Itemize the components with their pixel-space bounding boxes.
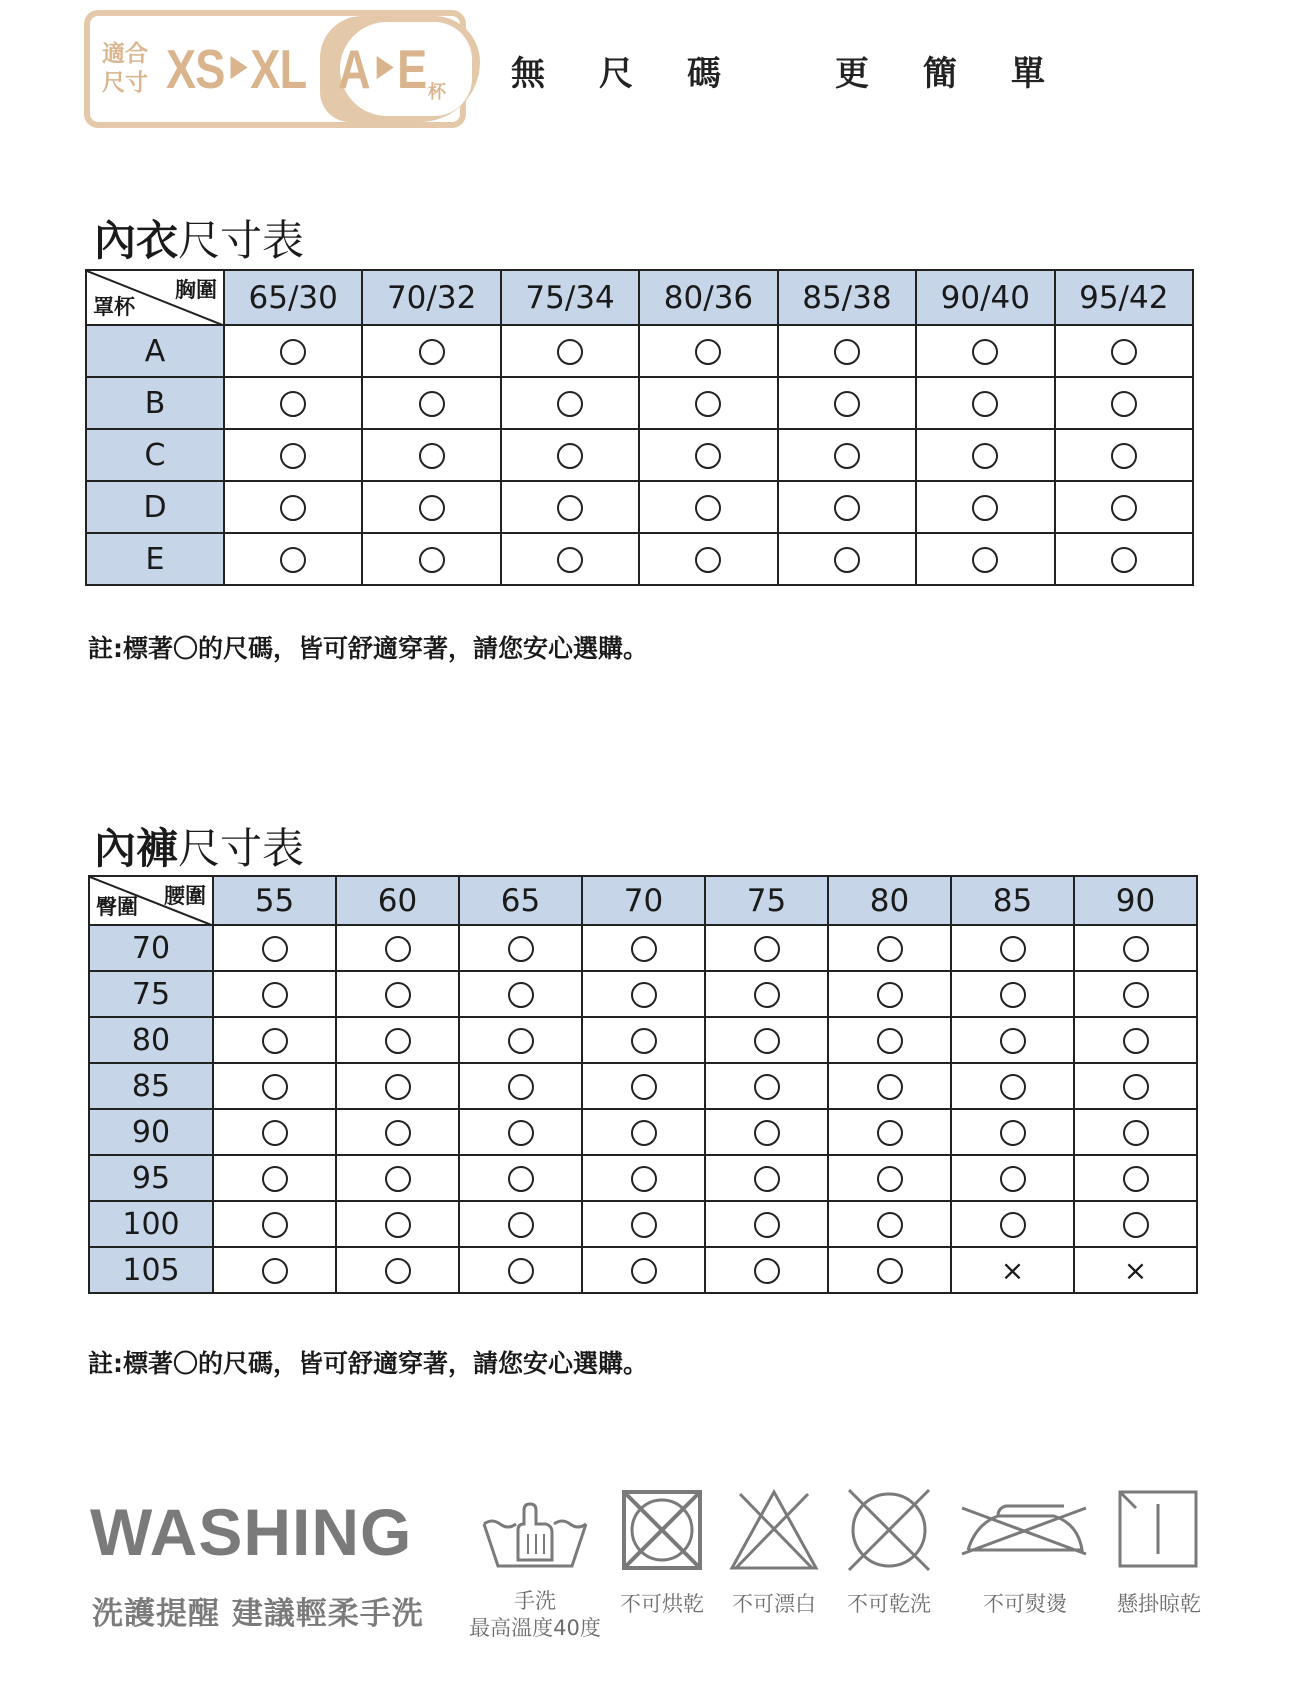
- fit-circle-icon: [1000, 1120, 1026, 1146]
- fit-circle-icon: [631, 1258, 657, 1284]
- fit-mark-cell: [459, 971, 582, 1017]
- fit-mark-cell: [705, 1017, 828, 1063]
- fit-circle-icon: [1123, 1074, 1149, 1100]
- fit-mark-cell: [828, 1017, 951, 1063]
- fit-mark-cell: [582, 1017, 705, 1063]
- badge-fit-line2: 尺寸: [102, 70, 148, 96]
- fit-mark-cell: [1055, 533, 1193, 585]
- fit-mark-cell: [501, 533, 639, 585]
- fit-circle-icon: [1000, 982, 1026, 1008]
- fit-mark-cell: [1055, 481, 1193, 533]
- fit-circle-icon: [262, 1212, 288, 1238]
- fit-mark-cell: [501, 481, 639, 533]
- panty-col-header: 75: [705, 876, 828, 925]
- fit-mark-cell: [336, 925, 459, 971]
- fit-mark-cell: [362, 481, 500, 533]
- slogan-char: 碼: [687, 54, 721, 94]
- no-bleach-icon: [726, 1486, 822, 1572]
- fit-mark-cell: [501, 325, 639, 377]
- fit-circle-icon: [419, 391, 445, 417]
- fit-circle-icon: [262, 982, 288, 1008]
- fit-circle-icon: [1123, 1120, 1149, 1146]
- fit-circle-icon: [834, 495, 860, 521]
- fit-circle-icon: [262, 1120, 288, 1146]
- fit-circle-icon: [1111, 547, 1137, 573]
- panty-col-header: 80: [828, 876, 951, 925]
- fit-mark-cell: [459, 1109, 582, 1155]
- fit-mark-cell: [582, 1109, 705, 1155]
- bra_table-row: [86, 377, 1193, 429]
- fit-circle-icon: [385, 1028, 411, 1054]
- fit-mark-cell: [459, 1247, 582, 1293]
- fit-circle-icon: [972, 547, 998, 573]
- fit-mark-cell: [1074, 1201, 1197, 1247]
- fit-circle-icon: [834, 547, 860, 573]
- fit-mark-cell: [1074, 1109, 1197, 1155]
- fit-circle-icon: [631, 1212, 657, 1238]
- fit-mark-cell: [336, 1247, 459, 1293]
- fit-circle-icon: [754, 1028, 780, 1054]
- line-dry-label: 懸掛晾乾: [1117, 1592, 1201, 1616]
- fit-mark-cell: [705, 1063, 828, 1109]
- badge-fit-line1: 適合: [102, 41, 148, 67]
- fit-mark-cell: [213, 971, 336, 1017]
- panty_table-row-header: 75: [89, 971, 213, 1017]
- fit-mark-cell: [213, 1017, 336, 1063]
- fit-circle-icon: [557, 339, 583, 365]
- fit-circle-icon: [877, 1028, 903, 1054]
- fit-mark-cell: [582, 1155, 705, 1201]
- bra_table-row-header: E: [86, 533, 224, 585]
- fit-mark-cell: [213, 1155, 336, 1201]
- panty-table-corner: [89, 876, 213, 925]
- no-dry-clean-icon: [843, 1486, 935, 1574]
- bra-col-header: 90/40: [916, 270, 1054, 325]
- no-fit-cross-mark: ×: [1123, 1253, 1148, 1287]
- fit-circle-icon: [419, 443, 445, 469]
- fit-mark-cell: [951, 925, 1074, 971]
- fit-mark-cell: [213, 1063, 336, 1109]
- fit-circle-icon: [754, 1212, 780, 1238]
- fit-mark-cell: [639, 325, 777, 377]
- badge-size-range: XS‣XL: [166, 38, 307, 100]
- panty-title-bold: 內褲: [94, 824, 179, 873]
- fit-circle-icon: [834, 443, 860, 469]
- slogan-left: [484, 46, 748, 95]
- fit-circle-icon: [754, 936, 780, 962]
- no-tumble-dry-icon: [620, 1488, 704, 1572]
- fit-circle-icon: [1000, 1074, 1026, 1100]
- fit-circle-icon: [1123, 936, 1149, 962]
- fit-mark-cell: [1074, 1063, 1197, 1109]
- no-tumble-dry-label: 不可烘乾: [620, 1592, 704, 1616]
- fit-circle-icon: [695, 339, 721, 365]
- fit-circle-icon: [385, 936, 411, 962]
- panty_table-row: [89, 1247, 1197, 1293]
- fit-circle-icon: [695, 495, 721, 521]
- fit-mark-cell: [705, 971, 828, 1017]
- badge-fit-label: [102, 40, 148, 98]
- bra-col-header: 95/42: [1055, 270, 1193, 325]
- panty_table-row-header: 80: [89, 1017, 213, 1063]
- fit-mark-cell: [582, 1201, 705, 1247]
- fit-mark-cell: [501, 429, 639, 481]
- fit-mark-cell: [336, 1155, 459, 1201]
- fit-mark-cell: [951, 1201, 1074, 1247]
- fit-mark-cell: [705, 1109, 828, 1155]
- panty-col-header: 65: [459, 876, 582, 925]
- fit-mark-cell: [916, 325, 1054, 377]
- fit-circle-icon: [631, 982, 657, 1008]
- panty-col-header: 85: [951, 876, 1074, 925]
- fit-mark-cell: [459, 1201, 582, 1247]
- fit-mark-cell: [916, 481, 1054, 533]
- bra-corner-bust-label: 胸圍: [175, 278, 217, 302]
- bra_table-row-header: D: [86, 481, 224, 533]
- panty_table-row: [89, 1063, 1197, 1109]
- fit-circle-icon: [877, 1166, 903, 1192]
- fit-circle-icon: [262, 936, 288, 962]
- fit-circle-icon: [972, 495, 998, 521]
- fit-mark-cell: [362, 377, 500, 429]
- fit-circle-icon: [754, 1258, 780, 1284]
- fit-mark-cell: [778, 429, 916, 481]
- fit-circle-icon: [419, 547, 445, 573]
- bra-corner-cup-label: 罩杯: [93, 295, 135, 319]
- fit-circle-icon: [1123, 982, 1149, 1008]
- fit-mark-cell: [582, 925, 705, 971]
- fit-circle-icon: [557, 547, 583, 573]
- panty-size-table: [88, 875, 1198, 1294]
- fit-mark-cell: [213, 1247, 336, 1293]
- fit-circle-icon: [419, 495, 445, 521]
- fit-circle-icon: [280, 495, 306, 521]
- fit-circle-icon: [385, 1074, 411, 1100]
- fit-circle-icon: [877, 1212, 903, 1238]
- fit-mark-cell: [213, 925, 336, 971]
- fit-mark-cell: [916, 377, 1054, 429]
- fit-mark-cell: [582, 1063, 705, 1109]
- fit-circle-icon: [695, 547, 721, 573]
- slogan-char: 尺: [599, 54, 633, 94]
- bra_table-row: [86, 325, 1193, 377]
- fit-circle-icon: [508, 1074, 534, 1100]
- fit-mark-cell: [224, 325, 362, 377]
- fit-circle-icon: [280, 391, 306, 417]
- fit-mark-cell: [362, 429, 500, 481]
- fit-mark-cell: [828, 971, 951, 1017]
- panty_table-row: [89, 1155, 1197, 1201]
- slogan-char: 簡: [923, 54, 957, 94]
- fit-mark-cell: [951, 1109, 1074, 1155]
- fit-circle-icon: [877, 1120, 903, 1146]
- fit-mark-cell: [582, 1247, 705, 1293]
- fit-circle-icon: [631, 1074, 657, 1100]
- panty-col-header: 60: [336, 876, 459, 925]
- fit-circle-icon: [972, 391, 998, 417]
- fit-circle-icon: [695, 391, 721, 417]
- fit-circle-icon: [1111, 339, 1137, 365]
- fit-circle-icon: [1000, 1028, 1026, 1054]
- bra_table-row-header: B: [86, 377, 224, 429]
- bra-col-header: 80/36: [639, 270, 777, 325]
- fit-circle-icon: [557, 391, 583, 417]
- fit-circle-icon: [508, 982, 534, 1008]
- fit-mark-cell: [828, 1155, 951, 1201]
- fit-mark-cell: [501, 377, 639, 429]
- fit-mark-cell: [951, 1017, 1074, 1063]
- fit-mark-cell: [828, 1109, 951, 1155]
- fit-mark-cell: [362, 533, 500, 585]
- fit-circle-icon: [280, 443, 306, 469]
- fit-circle-icon: [1111, 391, 1137, 417]
- washing-title: WASHING: [90, 1495, 413, 1569]
- fit-mark-cell: [778, 377, 916, 429]
- fit-circle-icon: [508, 1258, 534, 1284]
- fit-mark-cell: [1074, 1155, 1197, 1201]
- fit-circle-icon: [1000, 936, 1026, 962]
- fit-circle-icon: [1123, 1212, 1149, 1238]
- fit-circle-icon: [385, 1212, 411, 1238]
- slogan-char: 無: [511, 54, 545, 94]
- fit-mark-cell: [828, 1247, 951, 1293]
- fit-mark-cell: [828, 925, 951, 971]
- fit-circle-icon: [280, 547, 306, 573]
- fit-circle-icon: [877, 1074, 903, 1100]
- fit-mark-cell: [336, 1201, 459, 1247]
- bra_table-row-header: A: [86, 325, 224, 377]
- panty_table-row-header: 95: [89, 1155, 213, 1201]
- line-dry-icon: [1116, 1488, 1200, 1570]
- no-iron-icon: [958, 1494, 1092, 1560]
- fit-circle-icon: [508, 1212, 534, 1238]
- fit-circle-icon: [508, 1166, 534, 1192]
- fit-mark-cell: [1055, 325, 1193, 377]
- fit-mark-cell: [705, 925, 828, 971]
- fit-circle-icon: [1111, 443, 1137, 469]
- fit-mark-cell: [1055, 429, 1193, 481]
- fit-circle-icon: [834, 391, 860, 417]
- panty-corner-waist-label: 腰圍: [164, 884, 206, 908]
- panty-col-header: 90: [1074, 876, 1197, 925]
- no-bleach-label: 不可漂白: [732, 1592, 816, 1616]
- panty-table-title: [94, 816, 304, 876]
- fit-circle-icon: [262, 1166, 288, 1192]
- fit-mark-cell: [459, 1063, 582, 1109]
- fit-mark-cell: [916, 533, 1054, 585]
- panty_table-row: [89, 971, 1197, 1017]
- bra-col-header: 85/38: [778, 270, 916, 325]
- fit-mark-cell: [778, 325, 916, 377]
- panty_table-row: [89, 1017, 1197, 1063]
- panty_table-row-header: 70: [89, 925, 213, 971]
- fit-mark-cell: [224, 533, 362, 585]
- panty-corner-hip-label: 臀圍: [96, 895, 138, 919]
- fit-mark-cell: [951, 1155, 1074, 1201]
- bra-title-bold: 內衣: [94, 216, 179, 265]
- fit-mark-cell: [336, 1017, 459, 1063]
- bra-table-note: 註:標著〇的尺碼，皆可舒適穿著，請您安心選購。: [88, 634, 648, 663]
- fit-mark-cell: [213, 1109, 336, 1155]
- panty_table-row: [89, 1201, 1197, 1247]
- bra_table-row-header: C: [86, 429, 224, 481]
- bra-title-rest: 尺寸表: [178, 216, 305, 265]
- fit-circle-icon: [419, 339, 445, 365]
- fit-circle-icon: [877, 982, 903, 1008]
- no-fit-mark-cell: [1074, 1247, 1197, 1293]
- fit-circle-icon: [834, 339, 860, 365]
- fit-mark-cell: [1055, 377, 1193, 429]
- fit-circle-icon: [385, 1258, 411, 1284]
- size-badge: [84, 10, 466, 128]
- bra-col-header: 75/34: [501, 270, 639, 325]
- slogan-char: 更: [835, 54, 869, 94]
- no-iron-label: 不可熨燙: [983, 1592, 1067, 1616]
- panty_table-row-header: 100: [89, 1201, 213, 1247]
- bra_table-row: [86, 429, 1193, 481]
- hand-wash-icon: [480, 1490, 590, 1570]
- fit-circle-icon: [877, 936, 903, 962]
- fit-circle-icon: [1000, 1166, 1026, 1192]
- bra_table-row: [86, 533, 1193, 585]
- bra-col-header: 65/30: [224, 270, 362, 325]
- fit-circle-icon: [1123, 1028, 1149, 1054]
- slogan-char: 單: [1011, 54, 1045, 94]
- fit-mark-cell: [1074, 971, 1197, 1017]
- fit-circle-icon: [631, 1166, 657, 1192]
- fit-circle-icon: [631, 1028, 657, 1054]
- fit-mark-cell: [951, 1063, 1074, 1109]
- no-fit-cross-mark: ×: [1000, 1253, 1025, 1287]
- fit-mark-cell: [582, 971, 705, 1017]
- fit-mark-cell: [213, 1201, 336, 1247]
- bra-table-corner: [86, 270, 224, 325]
- fit-circle-icon: [280, 339, 306, 365]
- fit-mark-cell: [336, 1109, 459, 1155]
- fit-mark-cell: [224, 481, 362, 533]
- fit-mark-cell: [705, 1201, 828, 1247]
- panty-table-note: 註:標著〇的尺碼，皆可舒適穿著，請您安心選購。: [88, 1349, 648, 1378]
- bra-col-header: 70/32: [362, 270, 500, 325]
- fit-mark-cell: [336, 971, 459, 1017]
- fit-mark-cell: [336, 1063, 459, 1109]
- fit-circle-icon: [754, 1166, 780, 1192]
- fit-mark-cell: [362, 325, 500, 377]
- hand-wash-label: [468, 1588, 602, 1642]
- fit-circle-icon: [508, 1028, 534, 1054]
- panty_table-row: [89, 925, 1197, 971]
- no-fit-mark-cell: [951, 1247, 1074, 1293]
- fit-circle-icon: [262, 1258, 288, 1284]
- fit-mark-cell: [224, 429, 362, 481]
- fit-mark-cell: [459, 1155, 582, 1201]
- fit-mark-cell: [916, 429, 1054, 481]
- no-dry-clean-label: 不可乾洗: [847, 1592, 931, 1616]
- washing-subtitle: 洗護提醒 建議輕柔手洗: [92, 1596, 424, 1632]
- fit-circle-icon: [557, 443, 583, 469]
- fit-mark-cell: [639, 533, 777, 585]
- fit-mark-cell: [224, 377, 362, 429]
- fit-mark-cell: [459, 925, 582, 971]
- fit-circle-icon: [262, 1028, 288, 1054]
- fit-circle-icon: [631, 1120, 657, 1146]
- fit-circle-icon: [754, 982, 780, 1008]
- panty-title-rest: 尺寸表: [178, 824, 305, 873]
- fit-circle-icon: [754, 1120, 780, 1146]
- fit-circle-icon: [877, 1258, 903, 1284]
- fit-mark-cell: [705, 1247, 828, 1293]
- panty-col-header: 70: [582, 876, 705, 925]
- fit-circle-icon: [972, 339, 998, 365]
- fit-mark-cell: [705, 1155, 828, 1201]
- fit-circle-icon: [631, 936, 657, 962]
- fit-mark-cell: [639, 481, 777, 533]
- fit-mark-cell: [459, 1017, 582, 1063]
- fit-mark-cell: [639, 377, 777, 429]
- fit-mark-cell: [951, 971, 1074, 1017]
- fit-circle-icon: [385, 1120, 411, 1146]
- fit-circle-icon: [754, 1074, 780, 1100]
- bra_table-row: [86, 481, 1193, 533]
- fit-circle-icon: [557, 495, 583, 521]
- bra-table-title: [94, 208, 304, 268]
- fit-circle-icon: [262, 1074, 288, 1100]
- badge-cup-range: A‣E: [338, 38, 428, 100]
- panty-col-header: 55: [213, 876, 336, 925]
- fit-mark-cell: [778, 533, 916, 585]
- fit-circle-icon: [508, 936, 534, 962]
- bra-size-table: [85, 269, 1194, 586]
- fit-circle-icon: [972, 443, 998, 469]
- hand-wash-label-line2: 最高溫度40度: [469, 1616, 601, 1640]
- fit-mark-cell: [1074, 1017, 1197, 1063]
- fit-mark-cell: [778, 481, 916, 533]
- fit-circle-icon: [385, 1166, 411, 1192]
- fit-circle-icon: [1123, 1166, 1149, 1192]
- fit-mark-cell: [639, 429, 777, 481]
- badge-cup-suffix: 杯: [428, 82, 446, 103]
- fit-mark-cell: [828, 1201, 951, 1247]
- panty_table-row: [89, 1109, 1197, 1155]
- fit-mark-cell: [828, 1063, 951, 1109]
- fit-circle-icon: [385, 982, 411, 1008]
- panty_table-row-header: 85: [89, 1063, 213, 1109]
- slogan-right: [808, 46, 1072, 95]
- fit-mark-cell: [1074, 925, 1197, 971]
- hand-wash-label-line1: 手洗: [514, 1589, 556, 1613]
- panty_table-row-header: 105: [89, 1247, 213, 1293]
- fit-circle-icon: [1000, 1212, 1026, 1238]
- fit-circle-icon: [1111, 495, 1137, 521]
- fit-circle-icon: [695, 443, 721, 469]
- panty_table-row-header: 90: [89, 1109, 213, 1155]
- fit-circle-icon: [508, 1120, 534, 1146]
